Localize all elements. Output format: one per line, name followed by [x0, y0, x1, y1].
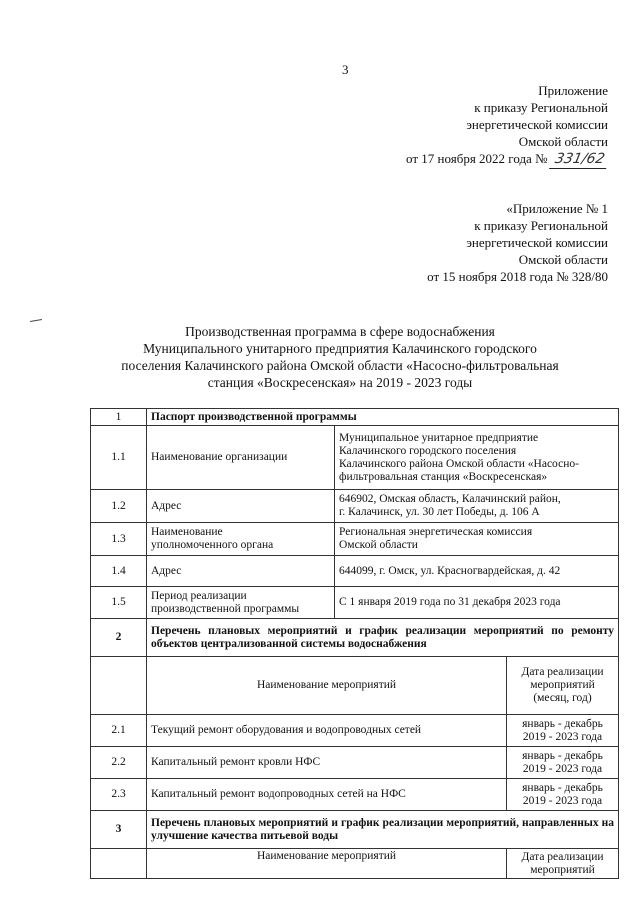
- row-number: 2.1: [91, 715, 147, 747]
- table-row: [91, 426, 619, 490]
- activity-date: [507, 715, 619, 747]
- activity-date: [507, 779, 619, 811]
- program-table: [90, 408, 619, 879]
- row-number: 1.4: [91, 556, 147, 587]
- label-line: производственной программы: [151, 602, 300, 615]
- row-value: С 1 января 2019 года по 31 декабря 2023 года: [335, 587, 619, 619]
- row-label: Адрес: [147, 490, 335, 523]
- table-header-row: [91, 849, 619, 879]
- activity-name: Текущий ремонт оборудования и водопроводных сетей: [147, 715, 507, 747]
- row-label: [147, 523, 335, 556]
- activity-date: [507, 747, 619, 779]
- value-line: фильтровальная станция «Воскресенская»: [339, 470, 548, 483]
- table-row: [91, 779, 619, 811]
- row-number: 1.2: [91, 490, 147, 523]
- section-row: [91, 811, 619, 849]
- header-line: (месяц, год): [533, 692, 592, 704]
- appendix-line: энергетической комиссии: [466, 235, 608, 250]
- row-value: 644099, г. Омск, ул. Красногвардейская, д. 42: [335, 556, 619, 587]
- section-row: [91, 619, 619, 657]
- value-line: Муниципальное унитарное предприятие: [339, 431, 539, 444]
- value-line: Калачинского района Омской области «Насосно-: [339, 457, 579, 470]
- table-row: [91, 490, 619, 523]
- date-line: 2019 - 2023 года: [522, 730, 603, 743]
- order-date: от 17 ноября 2022 года №: [406, 151, 548, 166]
- section-number: 2: [91, 619, 147, 657]
- appendix-line: энергетической комиссии: [466, 117, 608, 132]
- page-number: 3: [342, 62, 349, 77]
- date-line: январь - декабрь: [522, 749, 603, 762]
- row-number: 2.3: [91, 779, 147, 811]
- row-label: [147, 587, 335, 619]
- table-row: [91, 715, 619, 747]
- column-header: [507, 657, 619, 715]
- table-row: [91, 747, 619, 779]
- header-line: мероприятий: [530, 863, 595, 876]
- row-label: Наименование организации: [147, 426, 335, 490]
- row-value: [335, 490, 619, 523]
- table-row: [91, 556, 619, 587]
- date-line: январь - декабрь: [522, 717, 603, 730]
- label-line: уполномоченного органа: [151, 539, 274, 551]
- appendix-order-line: [406, 150, 608, 169]
- date-line: 2019 - 2023 года: [522, 794, 603, 807]
- row-value: [335, 523, 619, 556]
- value-line: Калачинского городского поселения: [339, 444, 517, 457]
- title-line: станция «Воскресенская» на 2019 - 2023 годы: [207, 375, 473, 390]
- section-heading: Перечень плановых мероприятий и график реализации мероприятий, направленных на улучшение качества питьевой воды: [147, 811, 619, 849]
- appendix-line: от 15 ноября 2018 года № 328/80: [427, 269, 608, 284]
- handwritten-order-number: 331/62: [549, 151, 610, 169]
- value-line: г. Калачинск, ул. 30 лет Победы, д. 106 А: [339, 506, 540, 518]
- section-heading: Паспорт производственной программы: [147, 409, 619, 426]
- appendix-line: к приказу Региональной: [474, 218, 608, 233]
- header-line: Дата реализации: [521, 666, 604, 678]
- row-number: 1.5: [91, 587, 147, 619]
- row-number: 1.3: [91, 523, 147, 556]
- activity-name: Капитальный ремонт водопроводных сетей на НФС: [147, 779, 507, 811]
- appendix-line: «Приложение № 1: [506, 201, 608, 216]
- title-line: поселения Калачинского района Омской области «Насосно-фильтровальная: [121, 358, 559, 373]
- column-header: [507, 849, 619, 879]
- column-header: Наименование мероприятий: [147, 657, 507, 715]
- header-line: Дата реализации: [521, 850, 604, 863]
- label-line: Наименование: [151, 526, 223, 538]
- table-row: [91, 523, 619, 556]
- empty-cell: [91, 657, 147, 715]
- section-number: 1: [91, 409, 147, 426]
- column-header: Наименование мероприятий: [147, 849, 507, 879]
- empty-cell: [91, 849, 147, 879]
- scan-mark: [30, 319, 42, 322]
- section-number: 3: [91, 811, 147, 849]
- date-line: 2019 - 2023 года: [522, 762, 603, 775]
- appendix-header-original: [427, 200, 608, 285]
- appendix-line: Омской области: [518, 252, 608, 267]
- document-title: [80, 323, 600, 391]
- value-line: Региональная энергетическая комиссия: [339, 526, 533, 538]
- label-line: Период реализации: [151, 589, 247, 602]
- appendix-line: к приказу Региональной: [474, 100, 608, 115]
- value-line: Омской области: [339, 539, 418, 551]
- header-line: мероприятий: [530, 679, 595, 691]
- section-heading: Перечень плановых мероприятий и график реализации мероприятий по ремонту объектов централизованной системы водоснабжения: [147, 619, 619, 657]
- row-number: 2.2: [91, 747, 147, 779]
- value-line: 646902, Омская область, Калачинский район,: [339, 493, 561, 505]
- appendix-line: Приложение: [538, 83, 608, 98]
- section-row: [91, 409, 619, 426]
- title-line: Муниципального унитарного предприятия Калачинского городского: [143, 341, 537, 356]
- row-value: [335, 426, 619, 490]
- date-line: январь - декабрь: [522, 781, 603, 794]
- appendix-header-current: [406, 82, 608, 169]
- table-row: [91, 587, 619, 619]
- activity-name: Капитальный ремонт кровли НФС: [147, 747, 507, 779]
- table-header-row: [91, 657, 619, 715]
- appendix-line: Омской области: [518, 134, 608, 149]
- title-line: Производственная программа в сфере водоснабжения: [185, 324, 495, 339]
- row-label: Адрес: [147, 556, 335, 587]
- row-number: 1.1: [91, 426, 147, 490]
